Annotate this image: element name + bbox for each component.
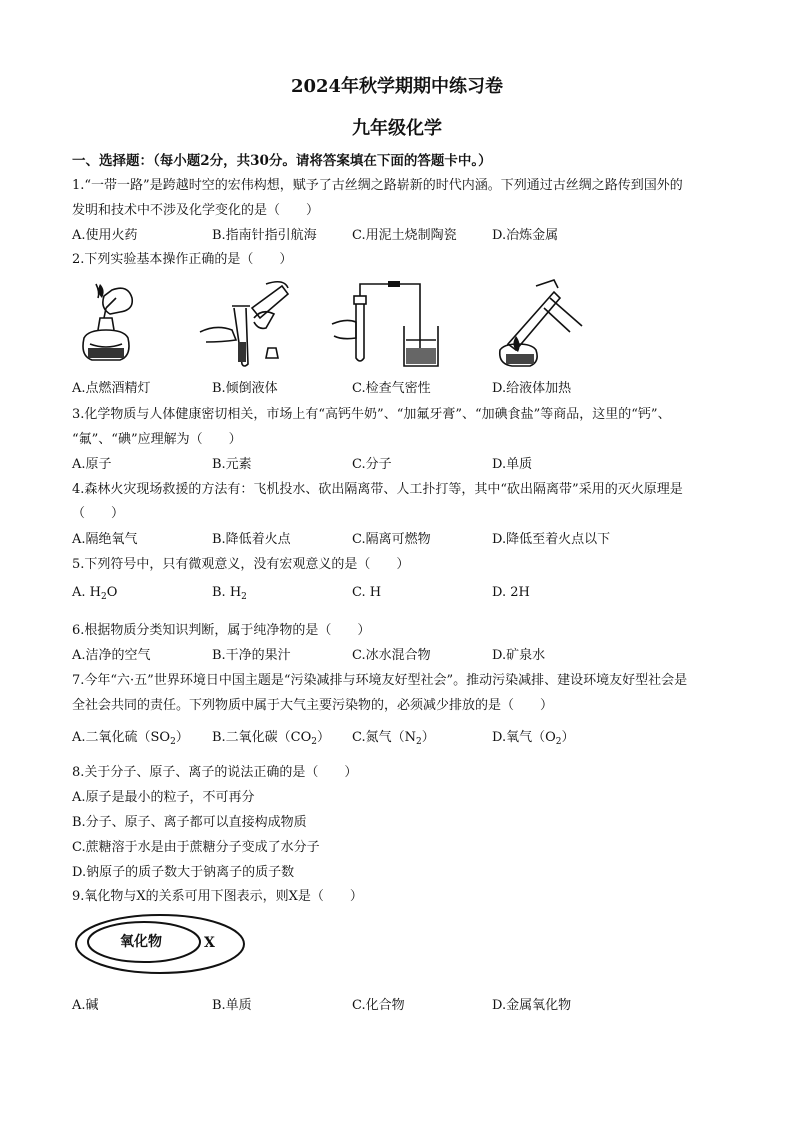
question-8-stem: 8.关于分子、原子、离子的说法正确的是（ ） [72,765,358,780]
alcohol-lamp-lighting-illustration [76,278,138,368]
option-b[interactable]: B.干净的果汁 [212,648,291,663]
question-4-line-2: （ ） [72,506,125,521]
option-d[interactable]: D.降低至着火点以下 [492,532,611,547]
option-b[interactable]: B.元素 [212,457,252,472]
option-d[interactable]: D.钠原子的质子数大于钠离子的质子数 [72,865,295,880]
outer-set-label: X [204,935,215,951]
option-d[interactable]: D. 2H [492,585,530,600]
option-c[interactable]: C.蔗糖溶于水是由于蔗糖分子变成了水分子 [72,840,320,855]
pouring-liquid-illustration [196,278,296,368]
option-a[interactable]: A.碱 [72,998,99,1013]
question-7-line-2: 全社会共同的责任。下列物质中属于大气主要污染物的，必须减少排放的是（ ） [72,698,554,713]
option-a[interactable]: A.点燃酒精灯 [72,381,151,396]
question-1-line-1: 1.“一带一路”是跨越时空的宏伟构想，赋予了古丝绸之路崭新的时代内涵。下列通过古丝绸之路传到国外的 [72,178,683,193]
option-d[interactable]: D.矿泉水 [492,648,546,663]
question-3-line-2: “氟”、“碘”应理解为（ ） [72,432,242,447]
option-b[interactable]: B.单质 [212,998,252,1013]
option-c[interactable]: C.氮气$(N_2)$ [352,730,435,747]
page-subtitle: 九年级化学 [352,118,442,139]
option-c[interactable]: C.隔离可燃物 [352,532,431,547]
question-7-line-1: 7.今年“六·五”世界环境日中国主题是“污染减排与环境友好型社会”。推动污染减排、建设环境友好型社会是 [72,673,688,688]
option-a[interactable]: A.隔绝氧气 [72,532,138,547]
question-6-stem: 6.根据物质分类知识判断，属于纯净物的是（ ） [72,623,371,638]
option-c[interactable]: C. H [352,585,382,600]
option-a[interactable]: A.洁净的空气 [72,648,151,663]
option-c[interactable]: C.化合物 [352,998,405,1013]
option-b[interactable]: B.倾倒液体 [212,381,278,396]
option-a[interactable]: A.原子是最小的粒子，不可再分 [72,790,255,805]
section-heading: 一、选择题：（每小题2分，共30分。请将答案填在下面的答题卡中。） [72,153,492,169]
question-4-line-1: 4.森林火灾现场救援的方法有：飞机投水、砍出隔离带、人工扑打等，其中“砍出隔离带”采用的灭火原理是 [72,482,683,497]
question-3-line-1: 3.化学物质与人体健康密切相关，市场上有“高钙牛奶”、“加氟牙膏”、“加碘食盐”等商品，这里的“钙”、 [72,407,671,422]
inner-set-label: 氧化物 [120,934,162,950]
option-c[interactable]: C.冰水混合物 [352,648,431,663]
option-d[interactable]: D.氧气$(O_2)$ [492,730,575,747]
option-a[interactable]: A.原子 [72,457,112,472]
option-c[interactable]: C.用泥土烧制陶瓷 [352,228,457,243]
question-1-line-2: 发明和技术中不涉及化学变化的是（ ） [72,203,320,218]
question-5-stem: 5.下列符号中，只有微观意义，没有宏观意义的是（ ） [72,557,410,572]
option-d[interactable]: D.金属氧化物 [492,998,572,1013]
option-a[interactable]: A.使用火药 [72,228,138,243]
option-b[interactable]: B.二氧化碳$(CO_2)$ [212,730,331,747]
option-d[interactable]: D.给液体加热 [492,381,572,396]
option-b[interactable]: B.指南针指引航海 [212,228,317,243]
question-9-stem: 9.氧化物与X的关系可用下图表示，则X是（ ） [72,889,363,904]
heating-liquid-illustration [494,278,586,368]
option-b[interactable]: B. $H_2$ [212,585,247,602]
option-c[interactable]: C.检查气密性 [352,381,431,396]
option-b[interactable]: B.降低着火点 [212,532,291,547]
page-title: 2024年秋学期期中练习卷 [290,76,504,97]
option-a[interactable]: A. $H_2O$ [72,585,118,602]
option-c[interactable]: C.分子 [352,457,392,472]
option-d[interactable]: D.单质 [492,457,533,472]
option-a[interactable]: A.二氧化硫$(SO_2)$ [72,730,189,747]
airtightness-check-illustration [328,278,444,368]
option-d[interactable]: D.冶炼金属 [492,228,559,243]
set-diagram [74,913,246,975]
option-b[interactable]: B.分子、原子、离子都可以直接构成物质 [72,815,307,830]
question-2-stem: 2.下列实验基本操作正确的是（ ） [72,252,293,267]
